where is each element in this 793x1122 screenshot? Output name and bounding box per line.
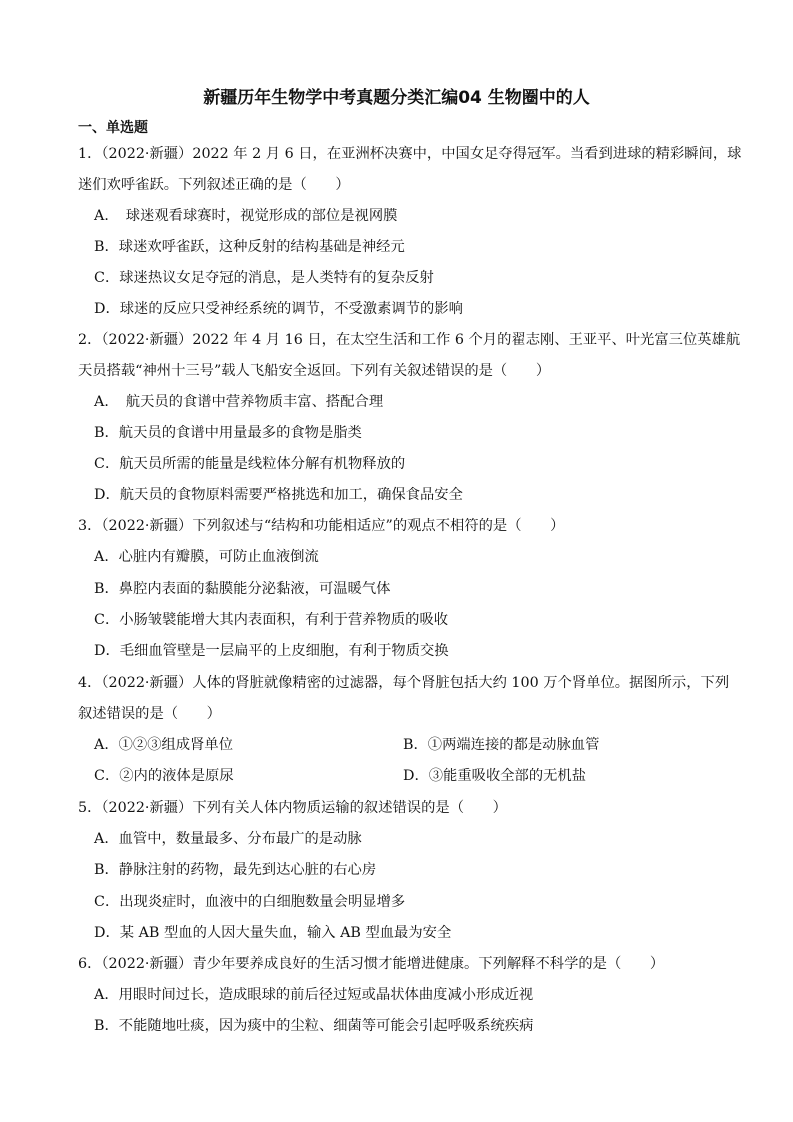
question-5-stem: 5．（2022·新疆）下列有关人体内物质运输的叙述错误的是（ ） <box>78 800 507 816</box>
question-2-stem-cont: 天员搭载“神州十三号”载人飞船安全返回。下列有关叙述错误的是（ ） <box>78 363 551 379</box>
question-6-stem: 6．（2022·新疆）青少年要养成良好的生活习惯才能增进健康。下列解释不科学的是（ ） <box>78 956 665 972</box>
question-2-option-d: D．航天员的食物原料需要严格挑选和加工，确保食品安全 <box>94 487 463 503</box>
page-title: 新疆历年生物学中考真题分类汇编04 生物圈中的人 <box>203 88 590 108</box>
question-3-option-a: A．心脏内有瓣膜，可防止血液倒流 <box>94 549 319 565</box>
question-4-option-d: D．③能重吸收全部的无机盐 <box>403 768 587 784</box>
question-2-stem: 2．（2022·新疆）2022 年 4 月 16 日，在太空生活和工作 6 个月的翟志刚、王亚平、叶光富三位英雄航 <box>78 332 741 348</box>
question-3-option-c: C．小肠皱襞能增大其内表面积，有利于营养物质的吸收 <box>94 612 449 628</box>
question-1-stem-cont: 迷们欢呼雀跃。下列叙述正确的是（ ） <box>78 177 350 193</box>
question-4-option-c: C．②内的液体是原尿 <box>94 768 234 784</box>
question-1-option-c: C．球迷热议女足夺冠的消息，是人类特有的复杂反射 <box>94 270 434 286</box>
question-4-option-b: B．①两端连接的都是动脉血管 <box>403 737 600 753</box>
question-3-option-d: D．毛细血管壁是一层扁平的上皮细胞，有利于物质交换 <box>94 643 449 659</box>
question-2-option-b: B．航天员的食谱中用量最多的食物是脂类 <box>94 425 362 441</box>
question-2-option-a: A． 航天员的食谱中营养物质丰富、搭配合理 <box>94 394 384 410</box>
question-4-stem: 4．（2022·新疆）人体的肾脏就像精密的过滤器，每个肾脏包括大约 100 万个肾单位。据图所示，下列 <box>78 675 730 691</box>
question-4-option-a: A．①②③组成肾单位 <box>94 737 233 753</box>
question-5-option-d: D．某 AB 型血的人因大量失血，输入 AB 型血最为安全 <box>94 925 452 941</box>
question-4-stem-cont: 叙述错误的是（ ） <box>78 706 221 722</box>
question-2-option-c: C．航天员所需的能量是线粒体分解有机物释放的 <box>94 456 406 472</box>
question-1-option-d: D．球迷的反应只受神经系统的调节，不受激素调节的影响 <box>94 301 463 317</box>
question-3-option-b: B．鼻腔内表面的黏膜能分泌黏液，可温暖气体 <box>94 581 391 597</box>
question-6-option-a: A．用眼时间过长，造成眼球的前后径过短或晶状体曲度减小形成近视 <box>94 987 534 1003</box>
question-5-option-b: B．静脉注射的药物，最先到达心脏的右心房 <box>94 862 377 878</box>
question-1-option-a: A． 球迷观看球赛时，视觉形成的部位是视网膜 <box>94 208 398 224</box>
section-heading: 一、单选题 <box>78 120 148 136</box>
question-1-option-b: B．球迷欢呼雀跃，这种反射的结构基础是神经元 <box>94 239 405 255</box>
question-1-stem: 1．（2022·新疆）2022 年 2 月 6 日，在亚洲杯决赛中，中国女足夺得冠军。当看到进球的精彩瞬间，球 <box>78 146 742 162</box>
question-3-stem: 3．（2022·新疆）下列叙述与“结构和功能相适应”的观点不相符的是（ ） <box>78 518 565 534</box>
question-5-option-c: C．出现炎症时，血液中的白细胞数量会明显增多 <box>94 894 406 910</box>
question-5-option-a: A．血管中，数量最多、分布最广的是动脉 <box>94 831 362 847</box>
question-6-option-b: B．不能随地吐痰，因为痰中的尘粒、细菌等可能会引起呼吸系统疾病 <box>94 1018 534 1034</box>
